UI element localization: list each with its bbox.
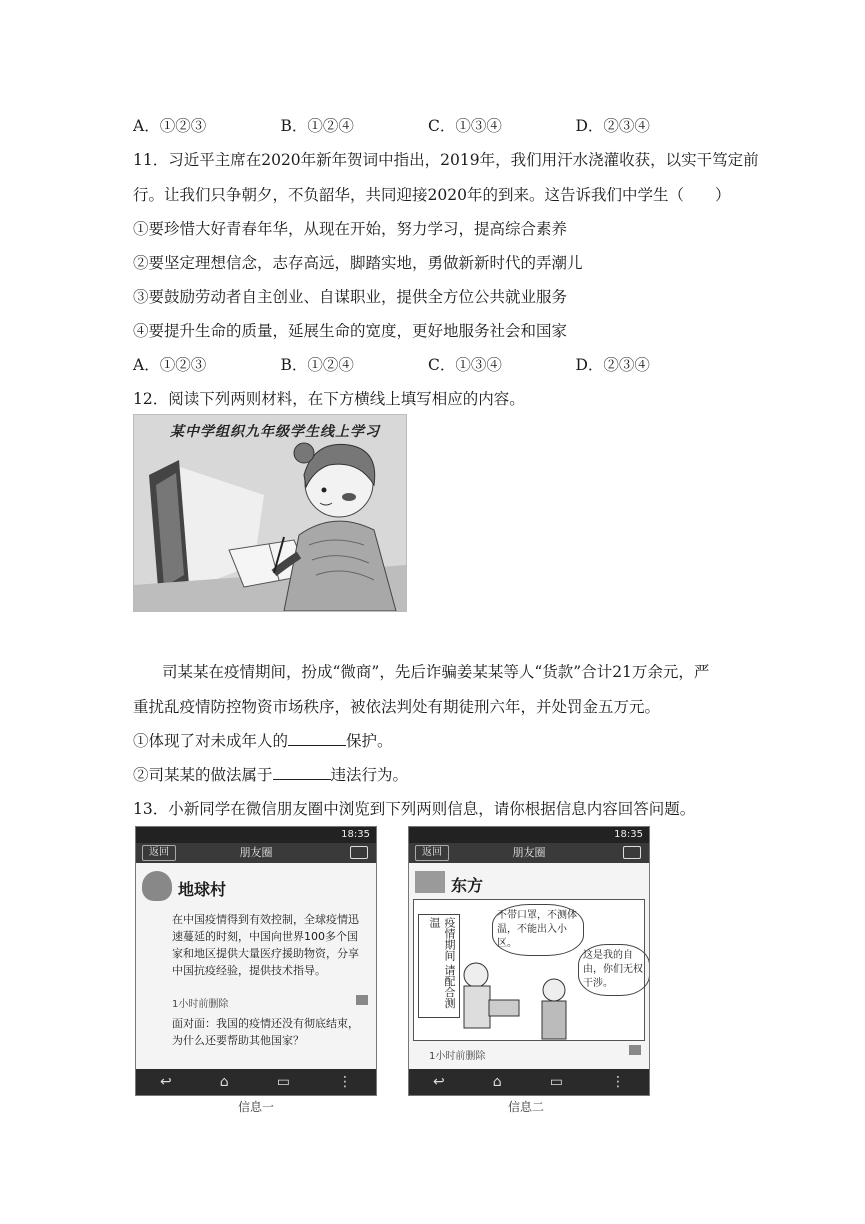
home-icon: ⌂ — [492, 1074, 502, 1090]
online-study-cartoon — [133, 414, 407, 612]
home-icon: ⌂ — [219, 1074, 229, 1090]
post-text: 在中国疫情得到有效控制，全球疫情迅速蔓延的时刻，中国向世界100多个国家和地区提供大量医疗援助物资，分享中国抗疫经验，提供技术指导。 — [172, 913, 359, 977]
bottom-nav-bar — [136, 1069, 376, 1095]
menu-icon: ⋮ — [337, 1074, 352, 1090]
q12-blank-2 — [133, 763, 408, 785]
camera-icon — [350, 846, 368, 859]
q12-material-line2: 重扰乱疫情防控物资市场秩序，被依法判处有期徒刑六年，并处罚金五万元。 — [133, 698, 661, 716]
post-author: 地球村 — [178, 880, 227, 899]
q11-item-4: ④要提升生命的质量，延展生命的宽度，更好地服务社会和国家 — [133, 322, 568, 340]
post-comment: 面对面：我国的疫情还没有彻底结束，为什么还要帮助其他国家？ — [172, 1017, 359, 1047]
speech-bubble-staff: 不带口罩，不测体温，不能出入小区。 — [492, 904, 584, 956]
back-button: 返回 — [142, 845, 176, 861]
q12-blank-1-suffix: 保护。 — [346, 732, 393, 750]
recent-apps-icon: ▭ — [276, 1074, 290, 1090]
q11-item-3: ③要鼓励劳动者自主创业、自谋职业，提供全方位公共就业服务 — [133, 288, 568, 306]
nav-bar — [136, 843, 376, 863]
answer-blank-2[interactable] — [273, 766, 331, 780]
q11-option-d: D．②③④ — [575, 356, 650, 374]
q12-blank-2-suffix: 违法行为。 — [330, 766, 409, 784]
back-button: 返回 — [415, 845, 449, 861]
cartoon-title: 某中学组织九年级学生线上学习 — [170, 424, 380, 440]
wechat-screenshot-1 — [135, 826, 377, 1096]
nav-title: 朋友圈 — [239, 846, 273, 859]
speech-bubble-resident: 这是我的自由，你们无权干涉。 — [578, 944, 650, 996]
student-at-computer-illustration — [134, 415, 406, 611]
post-cartoon — [413, 899, 645, 1041]
q11-item-1: ①要珍惜大好青春年华，从现在开始，努力学习，提高综合素养 — [133, 220, 568, 238]
nav-bar — [409, 843, 649, 863]
q11-options — [133, 353, 723, 375]
q10-option-d: D．②③④ — [575, 117, 650, 135]
caption-2: 信息二 — [508, 1100, 545, 1114]
q13-stem: 13．小新同学在微信朋友圈中浏览到下列两则信息，请你根据信息内容回答问题。 — [133, 800, 696, 818]
q11-option-a: A．①②③ — [133, 356, 207, 374]
status-bar — [409, 827, 649, 843]
q12-stem: 12．阅读下列两则材料，在下方横线上填写相应的内容。 — [133, 390, 525, 408]
comment-icon — [356, 995, 368, 1005]
q11-stem-line2: 行。让我们只争朝夕，不负韶华，共同迎接2020年的到来。这告诉我们中学生（ ） — [133, 186, 731, 204]
temperature-sign: 疫情期间 请配合测温 — [418, 914, 460, 1018]
status-bar — [136, 827, 376, 843]
bottom-nav-bar — [409, 1069, 649, 1095]
q12-blank-2-prefix: ②司某某的做法属于 — [133, 766, 273, 784]
q10-option-b: B．①②④ — [280, 117, 354, 135]
menu-icon: ⋮ — [610, 1074, 625, 1090]
caption-1: 信息一 — [238, 1100, 275, 1114]
answer-blank-1[interactable] — [288, 732, 346, 746]
q11-option-b: B．①②④ — [280, 356, 354, 374]
q12-blank-1 — [133, 729, 393, 751]
q12-material-line1: 司某某在疫情期间，扮成“微商”，先后诈骗姜某某等人“货款”合计21万余元，严 — [162, 663, 710, 681]
status-time: 18:35 — [614, 829, 643, 840]
comment-icon — [629, 1045, 641, 1055]
q11-option-c: C．①③④ — [428, 356, 502, 374]
recent-apps-icon: ▭ — [549, 1074, 563, 1090]
nav-title: 朋友圈 — [512, 846, 546, 859]
post-meta: 1小时前删除 — [172, 999, 229, 1010]
avatar — [415, 871, 445, 893]
q11-item-2: ②要坚定理想信念，志存高远，脚踏实地，勇做新新时代的弄潮儿 — [133, 254, 583, 272]
q11-stem-line1: 11．习近平主席在2020年新年贺词中指出，2019年，我们用汗水浇灌收获，以实干笃定前 — [133, 151, 759, 169]
avatar — [142, 871, 172, 901]
post-meta: 1小时前删除 — [429, 1051, 486, 1062]
cartoon-figures — [414, 900, 644, 1040]
post-author: 东方 — [451, 876, 484, 895]
q10-options — [133, 114, 723, 136]
status-time: 18:35 — [341, 829, 370, 840]
back-arrow-icon: ↩ — [433, 1074, 445, 1090]
back-arrow-icon: ↩ — [160, 1074, 172, 1090]
q12-blank-1-prefix: ①体现了对未成年人的 — [133, 732, 289, 750]
camera-icon — [623, 846, 641, 859]
wechat-screenshot-2 — [408, 826, 650, 1096]
q10-option-c: C．①③④ — [428, 117, 502, 135]
q10-option-a: A．①②③ — [133, 117, 207, 135]
